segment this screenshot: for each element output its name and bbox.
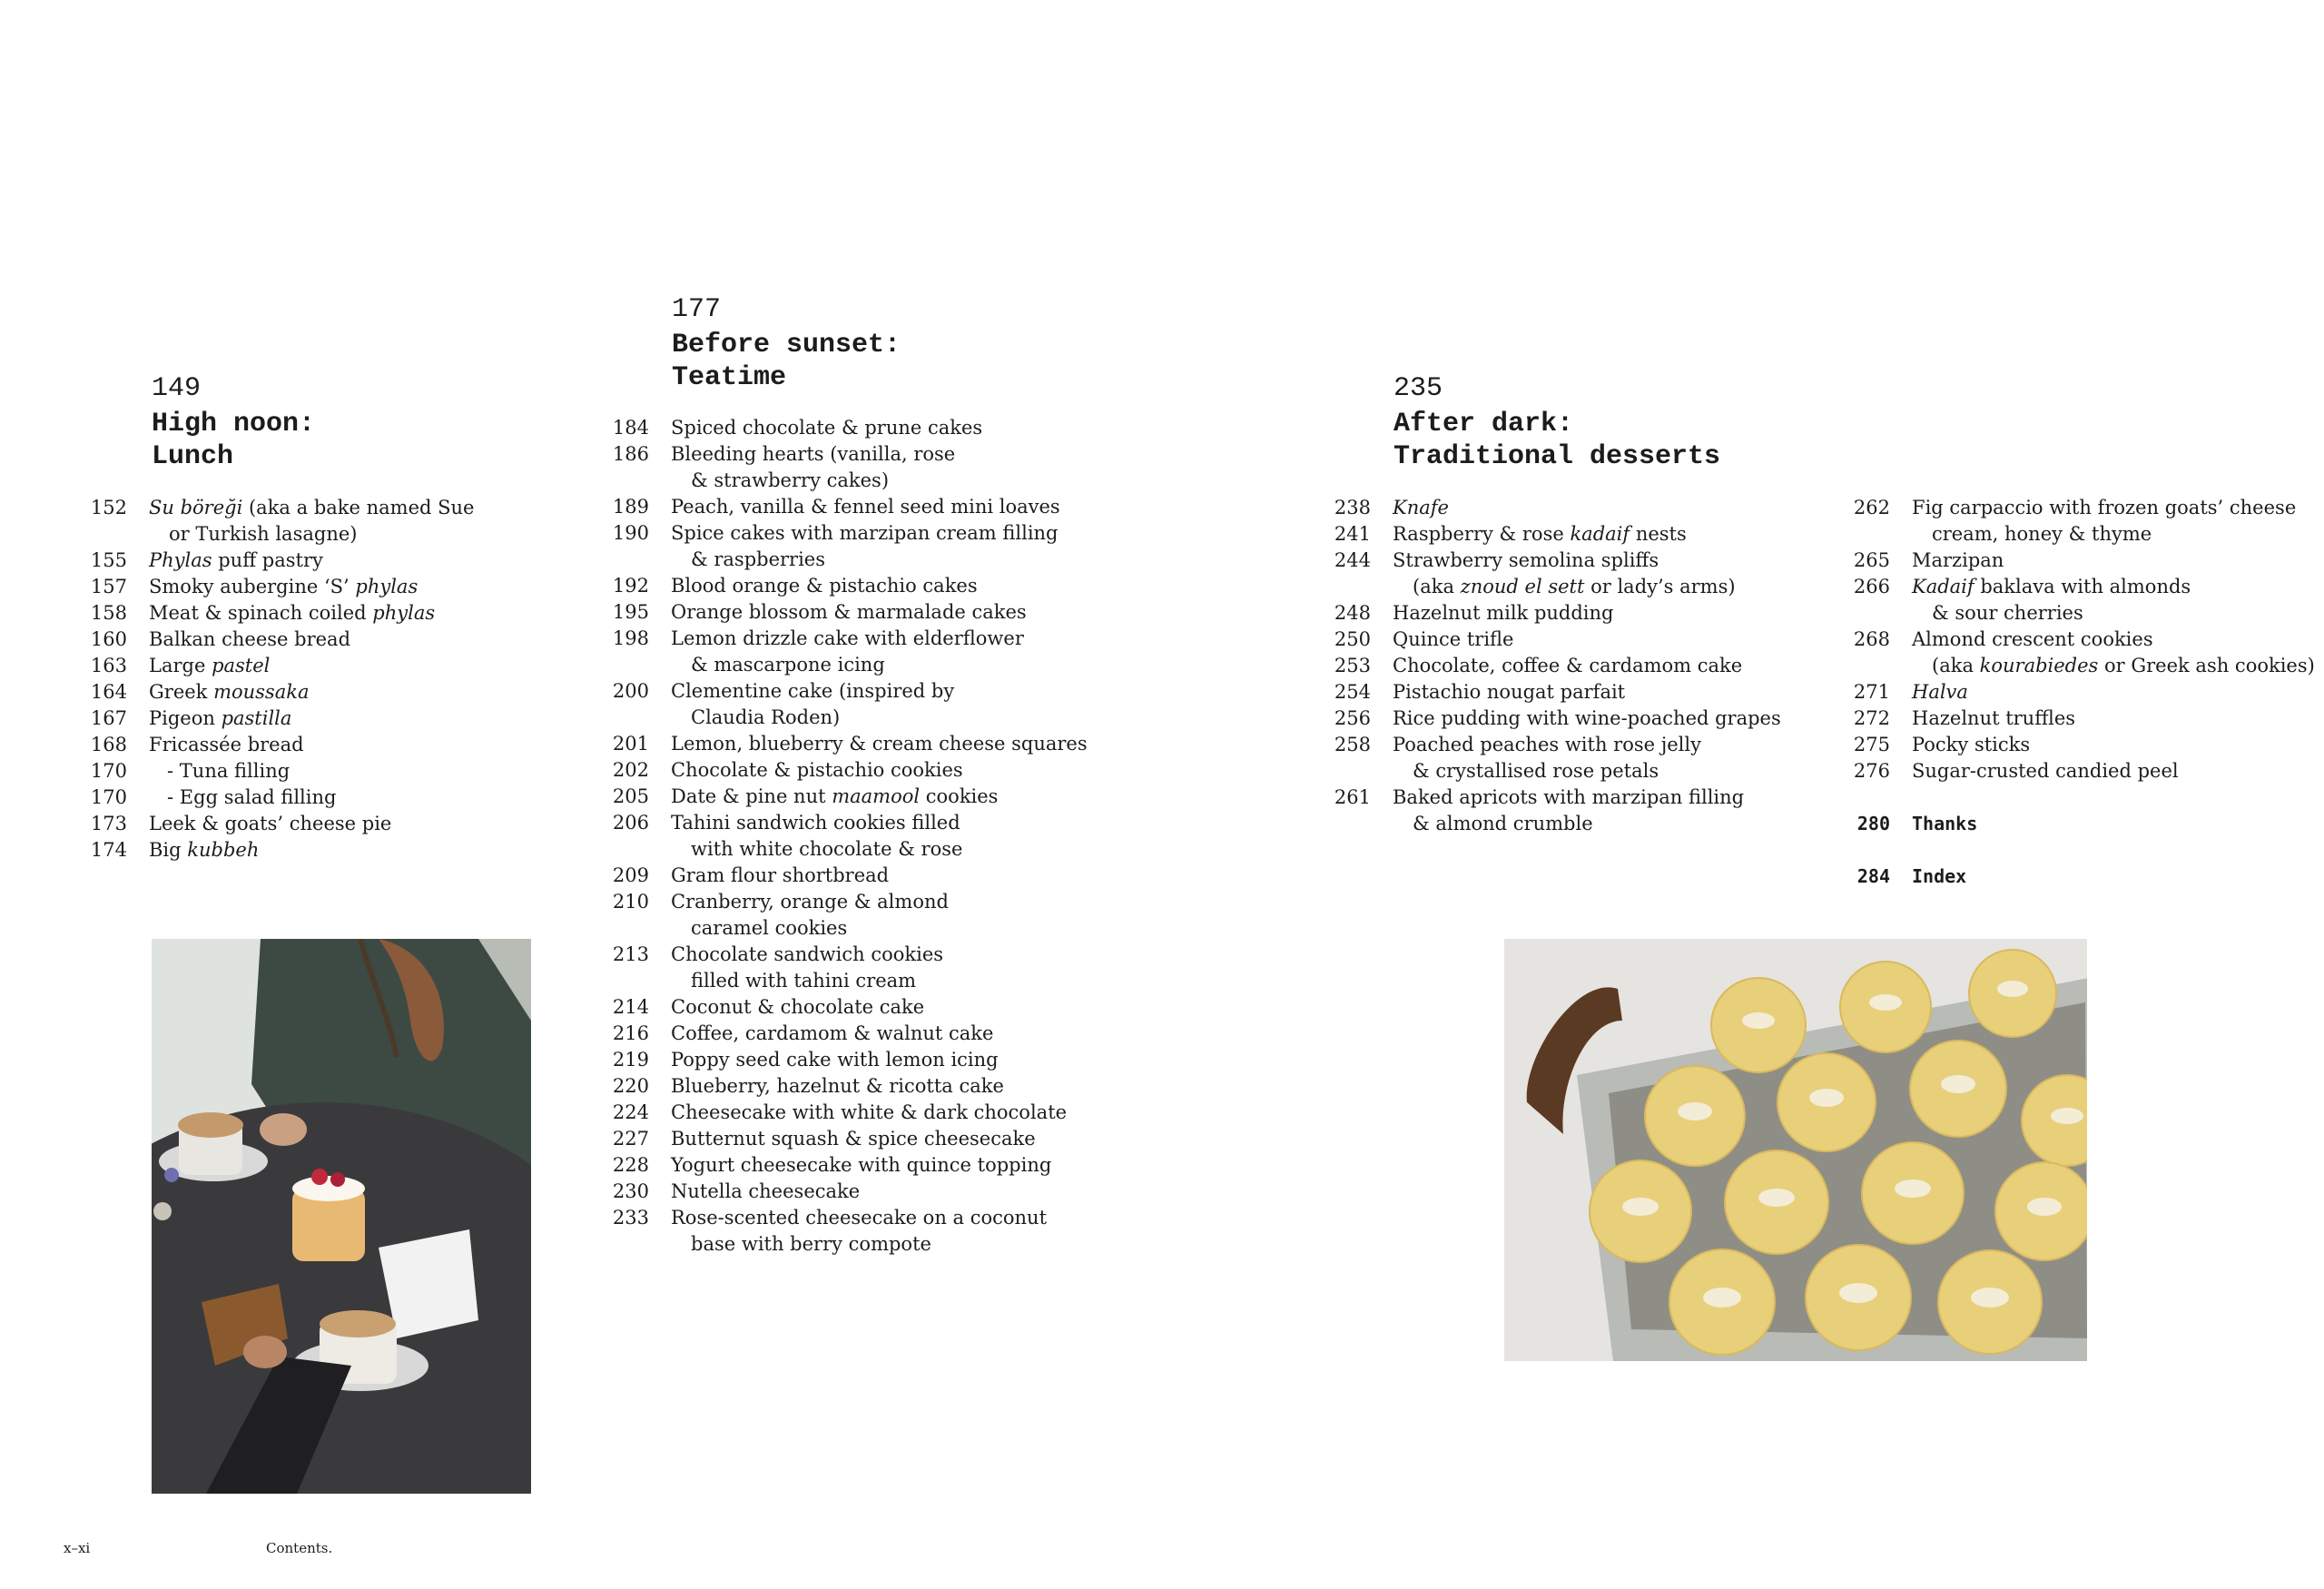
section-page-number: 177 [672, 294, 722, 325]
toc-entry [1850, 574, 2322, 627]
toc-page-number: 190 [612, 522, 649, 544]
toc-recipe-title: Fricassée bread [149, 734, 304, 755]
toc-recipe-title: Fig carpaccio with frozen goats’ cheese [1912, 497, 2297, 518]
toc-recipe-title: Hazelnut truffles [1912, 707, 2076, 729]
toc-recipe-title: Almond crescent cookies [1912, 628, 2153, 650]
section-page-number: 149 [152, 373, 202, 404]
toc-page-number: 261 [1334, 786, 1371, 808]
toc-recipe-title: Orange blossom & marmalade cakes [671, 601, 1027, 623]
toc-recipe-title: Chocolate sandwich cookies [671, 943, 944, 965]
toc-entry [87, 679, 505, 706]
toc-entry [1850, 864, 2322, 890]
toc-entry [609, 1205, 1118, 1258]
toc-recipe-title: Hazelnut milk pudding [1393, 602, 1614, 624]
section-page-number: 235 [1393, 373, 1443, 404]
list-spacer [1850, 785, 2322, 811]
toc-entry [609, 415, 1118, 441]
toc-recipe-title: Rice pudding with wine-poached grapes [1393, 707, 1781, 729]
toc-page-number: 233 [612, 1207, 649, 1229]
toc-recipe-title: Pistachio nougat parfait [1393, 681, 1626, 703]
toc-entry [609, 810, 1118, 863]
toc-page-number: 272 [1853, 707, 1890, 729]
toc-recipe-title-continued: Claudia Roden) [691, 706, 841, 728]
toc-recipe-title: Thanks [1912, 813, 1978, 834]
toc-recipe-title-continued: filled with tahini cream [691, 970, 917, 992]
toc-recipe-title-continued: or Turkish lasagne) [169, 523, 358, 545]
toc-page-number: 184 [612, 417, 649, 439]
toc-recipe-title: Balkan cheese bread [149, 628, 351, 650]
toc-recipe-title-continued: (aka kourabiedes or Greek ash cookies) [1932, 655, 2315, 676]
toc-page-number: 192 [612, 575, 649, 597]
toc-recipe-title: Su böreği (aka a bake named Sue [149, 497, 475, 518]
toc-recipe-title: Phylas puff pastry [149, 549, 323, 571]
toc-page-number: 268 [1853, 628, 1890, 650]
toc-recipe-title: Greek moussaka [149, 681, 310, 703]
toc-recipe-title: Yogurt cheesecake with quince topping [671, 1154, 1052, 1176]
toc-entry [87, 706, 505, 732]
toc-page-number: 238 [1334, 497, 1371, 518]
toc-entry [1850, 732, 2322, 758]
toc-recipe-title: Pigeon pastilla [149, 707, 292, 729]
toc-entry [609, 863, 1118, 889]
toc-entry [1331, 732, 1839, 785]
toc-page-number: 280 [1856, 813, 1890, 834]
toc-entry [1850, 548, 2322, 574]
toc-entry [609, 889, 1118, 942]
toc-recipe-title: Nutella cheesecake [671, 1180, 861, 1202]
toc-page-number: 152 [90, 497, 127, 518]
toc-entry [1331, 495, 1839, 521]
toc-entry [87, 758, 505, 785]
toc-entry [609, 441, 1118, 494]
toc-page-number: 256 [1334, 707, 1371, 729]
section-lunch-header [152, 371, 315, 473]
toc-entry [1850, 811, 2322, 837]
toc-entry [1331, 521, 1839, 548]
toc-entry [1850, 627, 2322, 679]
toc-recipe-title: Butternut squash & spice cheesecake [671, 1128, 1036, 1150]
toc-entry [1331, 627, 1839, 653]
toc-page-number: 224 [612, 1101, 649, 1123]
toc-entry [609, 784, 1118, 810]
toc-page-number: 170 [90, 786, 127, 808]
toc-entry [1850, 495, 2322, 548]
toc-recipe-title: Spice cakes with marzipan cream filling [671, 522, 1059, 544]
toc-page-number: 200 [612, 680, 649, 702]
toc-page-number: 198 [612, 627, 649, 649]
teatime-contents-list [609, 415, 1118, 1258]
toc-recipe-title-continued: & raspberries [691, 548, 826, 570]
toc-page-number: 195 [612, 601, 649, 623]
toc-page-number: 254 [1334, 681, 1371, 703]
toc-recipe-title: Lemon, blueberry & cream cheese squares [671, 733, 1088, 755]
toc-recipe-title: Cranberry, orange & almond [671, 891, 949, 913]
toc-entry [87, 495, 505, 548]
toc-recipe-title-continued: & strawberry cakes) [691, 469, 890, 491]
toc-entry [87, 600, 505, 627]
toc-page-number: 230 [612, 1180, 649, 1202]
toc-entry [609, 757, 1118, 784]
toc-page-number: 250 [1334, 628, 1371, 650]
toc-recipe-title: Gram flour shortbread [671, 864, 890, 886]
toc-entry [609, 1179, 1118, 1205]
toc-recipe-title: Poppy seed cake with lemon icing [671, 1049, 999, 1071]
toc-recipe-title: Kadaif baklava with almonds [1912, 576, 2191, 597]
toc-page-number: 219 [612, 1049, 649, 1071]
toc-recipe-title-continued: & almond crumble [1413, 813, 1593, 834]
toc-page-number: 258 [1334, 734, 1371, 755]
toc-page-number: 228 [612, 1154, 649, 1176]
toc-page-number: 158 [90, 602, 127, 624]
toc-recipe-title-continued: base with berry compote [691, 1233, 931, 1255]
toc-recipe-title: Chocolate, coffee & cardamom cake [1393, 655, 1743, 676]
toc-page-number: 201 [612, 733, 649, 755]
section-teatime-header [672, 292, 901, 394]
toc-recipe-title: Spiced chocolate & prune cakes [671, 417, 983, 439]
toc-recipe-title: Marzipan [1912, 549, 2004, 571]
toc-page-number: 214 [612, 996, 649, 1018]
toc-page-number: 244 [1334, 549, 1371, 571]
toc-recipe-title: Smoky aubergine ‘S’ phylas [149, 576, 419, 597]
toc-recipe-title-continued: cream, honey & thyme [1932, 523, 2152, 545]
toc-recipe-title: Bleeding hearts (vanilla, rose [671, 443, 956, 465]
toc-page-number: 253 [1334, 655, 1371, 676]
toc-entry [609, 994, 1118, 1021]
toc-page-number: 271 [1853, 681, 1890, 703]
toc-page-number: 168 [90, 734, 127, 755]
toc-recipe-title: Meat & spinach coiled phylas [149, 602, 436, 624]
toc-recipe-title-continued: & sour cherries [1932, 602, 2083, 624]
section-title: High noon: Lunch [152, 409, 316, 472]
toc-entry [87, 785, 505, 811]
toc-entry [609, 1100, 1118, 1126]
toc-entry [87, 837, 505, 864]
toc-entry [87, 811, 505, 837]
toc-entry [87, 653, 505, 679]
toc-entry [609, 599, 1118, 626]
toc-recipe-title: Sugar-crusted candied peel [1912, 760, 2179, 782]
toc-entry [609, 1047, 1118, 1073]
toc-page-number: 189 [612, 496, 649, 518]
toc-page-number: 210 [612, 891, 649, 913]
almond-cookies-tray-photo [1504, 939, 2087, 1361]
toc-entry [87, 627, 505, 653]
toc-recipe-title: Strawberry semolina spliffs [1393, 549, 1659, 571]
toc-entry [1850, 679, 2322, 706]
toc-page-number: 206 [612, 812, 649, 834]
toc-entry [609, 678, 1118, 731]
toc-recipe-title: Blood orange & pistachio cakes [671, 575, 978, 597]
toc-entry [1331, 785, 1839, 837]
toc-recipe-title: Date & pine nut maamool cookies [671, 785, 999, 807]
toc-page-number: 205 [612, 785, 649, 807]
toc-page-number: 157 [90, 576, 127, 597]
toc-recipe-title: Cheesecake with white & dark chocolate [671, 1101, 1068, 1123]
toc-page-number: 160 [90, 628, 127, 650]
toc-page-number: 202 [612, 759, 649, 781]
toc-entry [609, 731, 1118, 757]
footer-page-range: x–xi [64, 1540, 91, 1556]
toc-recipe-title: Leek & goats’ cheese pie [149, 813, 392, 834]
toc-entry [1331, 706, 1839, 732]
toc-page-number: 209 [612, 864, 649, 886]
toc-recipe-title: Raspberry & rose kadaif nests [1393, 523, 1687, 545]
toc-page-number: 174 [90, 839, 127, 861]
section-title: After dark: Traditional desserts [1393, 409, 1721, 472]
toc-entry [609, 1152, 1118, 1179]
toc-page-number: 248 [1334, 602, 1371, 624]
toc-page-number: 241 [1334, 523, 1371, 545]
toc-page-number: 266 [1853, 576, 1890, 597]
toc-page-number: 284 [1856, 865, 1890, 887]
toc-entry [87, 548, 505, 574]
toc-entry [1331, 548, 1839, 600]
toc-recipe-title: - Egg salad filling [149, 786, 337, 808]
toc-recipe-title: Baked apricots with marzipan filling [1393, 786, 1745, 808]
toc-recipe-title: Clementine cake (inspired by [671, 680, 955, 702]
toc-recipe-title: Halva [1912, 681, 1968, 703]
toc-recipe-title: Big kubbeh [149, 839, 260, 861]
toc-entry [1331, 600, 1839, 627]
toc-recipe-title: Blueberry, hazelnut & ricotta cake [671, 1075, 1004, 1097]
toc-recipe-title: Large pastel [149, 655, 271, 676]
toc-entry [609, 626, 1118, 678]
toc-recipe-title: Index [1912, 865, 1967, 887]
toc-recipe-title: Poached peaches with rose jelly [1393, 734, 1701, 755]
toc-entry [609, 494, 1118, 520]
toc-page-number: 213 [612, 943, 649, 965]
toc-recipe-title: Coconut & chocolate cake [671, 996, 925, 1018]
toc-recipe-title-continued: & mascarpone icing [691, 654, 885, 676]
toc-entry [1331, 653, 1839, 679]
toc-page-number: 173 [90, 813, 127, 834]
list-spacer [1850, 837, 2322, 864]
toc-entry [609, 942, 1118, 994]
cafe-table-photo [152, 939, 531, 1494]
toc-recipe-title: Coffee, cardamom & walnut cake [671, 1022, 994, 1044]
toc-entry [87, 732, 505, 758]
toc-recipe-title-continued: with white chocolate & rose [691, 838, 963, 860]
toc-page-number: 170 [90, 760, 127, 782]
desserts-contents-list-2 [1850, 495, 2322, 890]
section-title: Before sunset: Teatime [672, 330, 901, 393]
toc-page-number: 163 [90, 655, 127, 676]
toc-entry [609, 1126, 1118, 1152]
toc-recipe-title-continued: (aka znoud el sett or lady’s arms) [1413, 576, 1736, 597]
footer-label: Contents. [266, 1540, 333, 1556]
toc-page-number: 164 [90, 681, 127, 703]
desserts-contents-list-1 [1331, 495, 1839, 837]
toc-page-number: 262 [1853, 497, 1890, 518]
toc-page-number: 155 [90, 549, 127, 571]
toc-entry [1331, 679, 1839, 706]
toc-recipe-title: Lemon drizzle cake with elderflower [671, 627, 1024, 649]
toc-recipe-title: - Tuna filling [149, 760, 290, 782]
toc-page-number: 220 [612, 1075, 649, 1097]
toc-recipe-title: Rose-scented cheesecake on a coconut [671, 1207, 1048, 1229]
toc-page-number: 265 [1853, 549, 1890, 571]
toc-entry [1850, 758, 2322, 785]
toc-page-number: 186 [612, 443, 649, 465]
section-desserts-header [1393, 371, 1720, 473]
toc-recipe-title-continued: & crystallised rose petals [1413, 760, 1659, 782]
toc-entry [609, 573, 1118, 599]
toc-entry [87, 574, 505, 600]
toc-page-number: 216 [612, 1022, 649, 1044]
toc-recipe-title: Quince trifle [1393, 628, 1514, 650]
toc-recipe-title: Tahini sandwich cookies filled [671, 812, 960, 834]
toc-entry [609, 520, 1118, 573]
toc-page-number: 276 [1853, 760, 1890, 782]
toc-page-number: 167 [90, 707, 127, 729]
toc-recipe-title: Knafe [1393, 497, 1449, 518]
toc-entry [609, 1021, 1118, 1047]
toc-recipe-title: Pocky sticks [1912, 734, 2031, 755]
toc-entry [609, 1073, 1118, 1100]
lunch-contents-list [87, 495, 505, 864]
toc-recipe-title: Chocolate & pistachio cookies [671, 759, 963, 781]
toc-page-number: 227 [612, 1128, 649, 1150]
toc-entry [1850, 706, 2322, 732]
toc-recipe-title-continued: caramel cookies [691, 917, 848, 939]
toc-page-number: 275 [1853, 734, 1890, 755]
toc-recipe-title: Peach, vanilla & fennel seed mini loaves [671, 496, 1060, 518]
